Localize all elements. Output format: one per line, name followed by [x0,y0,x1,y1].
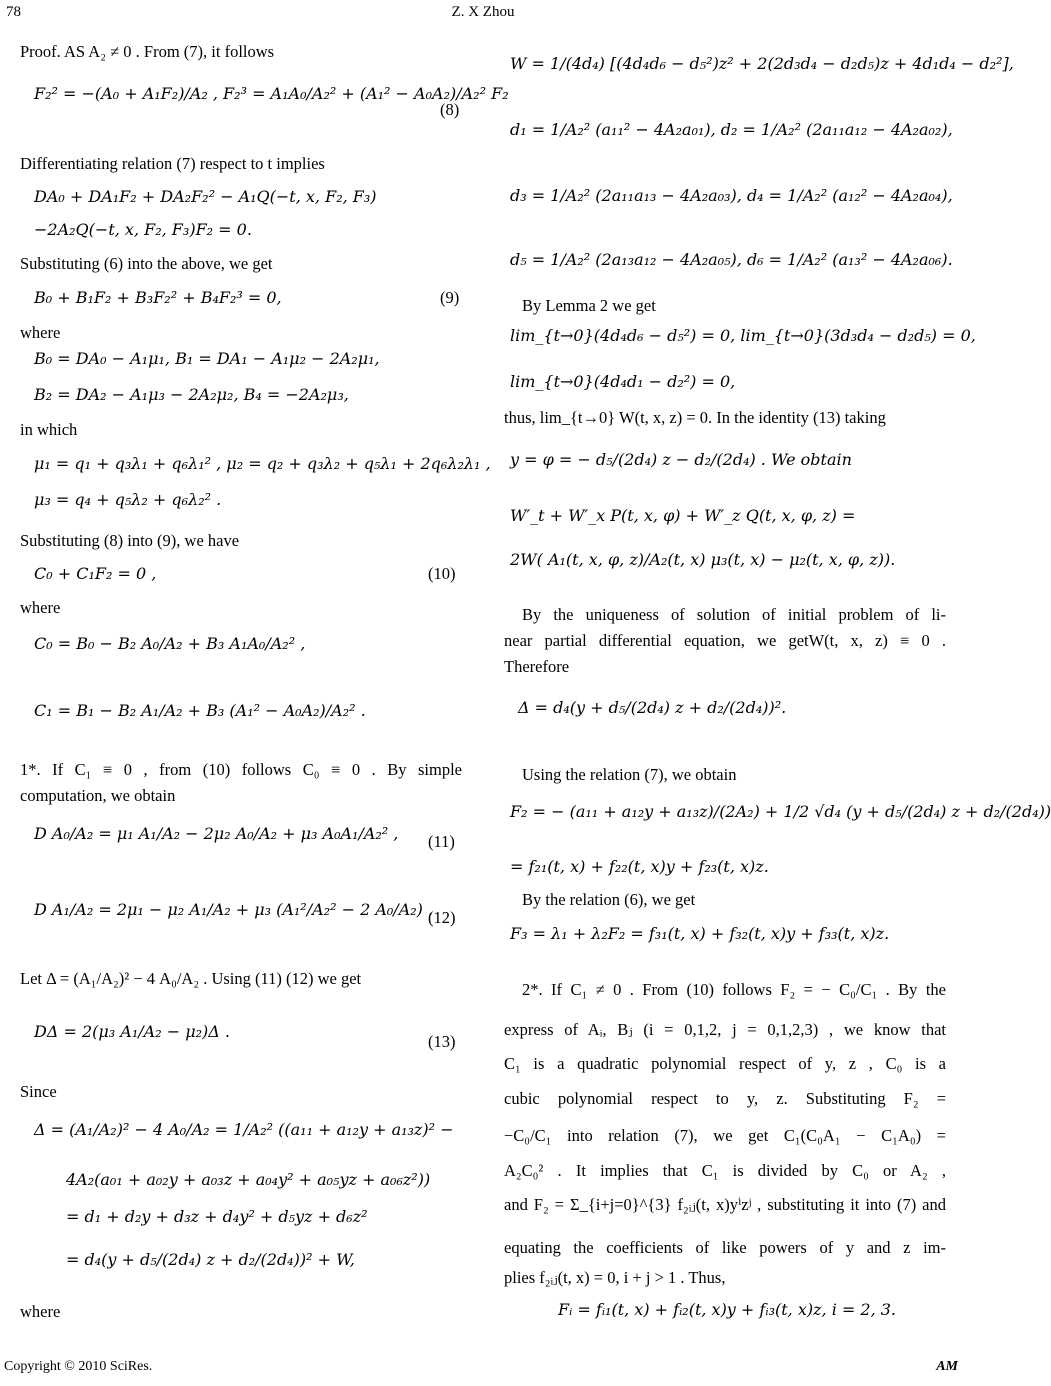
equation-line: B₂ = DA₂ − A₁μ₃ − 2A₂μ₂, B₄ = −2A₂μ₃, [34,385,349,404]
text-line: Proof. AS A₂ ≠ 0 . From (7), it follows [20,42,275,61]
text-line: cubic polynomial respect to y, z. Substituting F₂ = [504,1089,946,1108]
equation-number: (10) [428,564,456,583]
running-author: Z. X Zhou [451,4,515,20]
text-line: Since [20,1082,57,1101]
equation-line: −2A₂Q(−t, x, F₂, F₃)F₂ = 0. [34,220,252,239]
equation-line: DA₀ + DA₁F₂ + DA₂F₂² − A₁Q(−t, x, F₂, F₃) [34,187,377,206]
equation-line: Fᵢ = fᵢ₁(t, x) + fᵢ₂(t, x)y + fᵢ₃(t, x)z, i = 2, 3. [558,1300,896,1319]
text-line: and F₂ = Σ_{i+j=0}^{3} f₂ᵢⱼ(t, x)yⁱzʲ , substituting it into (7) and [504,1195,946,1214]
equation-line: C₀ = B₀ − B₂ A₀/A₂ + B₃ A₁A₀/A₂² , [34,634,306,653]
text-line: where [20,1302,61,1321]
text-line: near partial differential equation, we getW(t, x, z) ≡ 0 . [504,631,946,650]
text-line: in which [20,420,78,439]
page-number: 78 [6,4,21,20]
equation-line: F₂ = − (a₁₁ + a₁₂y + a₁₃z)/(2A₂) + 1/2 √d₄ (y + d₅/(2d₄) z + d₂/(2d₄)) [510,802,1051,821]
equation-line: DΔ = 2(μ₃ A₁/A₂ − μ₂)Δ . [34,1022,230,1041]
equation-line: = d₄(y + d₅/(2d₄) z + d₂/(2d₄))² + W, [66,1250,355,1269]
text-line: Substituting (6) into the above, we get [20,254,273,273]
equation-line: Δ = (A₁/A₂)² − 4 A₀/A₂ = 1/A₂² ((a₁₁ + a₁₂y + a₁₃z)² − [34,1120,454,1139]
text-line: thus, lim_{t→0} W(t, x, z) = 0. In the identity (13) taking [504,408,886,427]
equation-line: lim_{t→0}(4d₄d₆ − d₅²) = 0, lim_{t→0}(3d₃d₄ − d₂d₅) = 0, [510,326,976,345]
text-line: computation, we obtain [20,786,176,805]
equation-line: W′_t + W′_x P(t, x, φ) + W′_z Q(t, x, φ, z) = [510,506,856,525]
equation-line: F₂² = −(A₀ + A₁F₂)/A₂ , F₂³ = A₁A₀/A₂² + (A₁² − A₀A₂)/A₂² F₂ [34,84,509,103]
equation-line: C₀ + C₁F₂ = 0 , [34,564,157,583]
equation-number: (13) [428,1032,456,1051]
text-line: Therefore [504,657,570,676]
equation-line: 2W( A₁(t, x, φ, z)/A₂(t, x) μ₃(t, x) − μ₂(t, x, φ, z)). [510,550,896,569]
equation-line: C₁ = B₁ − B₂ A₁/A₂ + B₃ (A₁² − A₀A₂)/A₂² . [34,701,366,720]
equation-line: lim_{t→0}(4d₄d₁ − d₂²) = 0, [510,372,736,391]
text-line: Using the relation (7), we obtain [522,765,737,784]
equation-line: d₅ = 1/A₂² (2a₁₃a₁₂ − 4A₂a₀₅), d₆ = 1/A₂² (a₁₃² − 4A₂a₀₆). [510,250,953,269]
text-line: 1*. If C₁ ≡ 0 , from (10) follows C₀ ≡ 0 . By simple [20,760,462,779]
equation-line: d₃ = 1/A₂² (2a₁₁a₁₃ − 4A₂a₀₃), d₄ = 1/A₂² (a₁₂² − 4A₂a₀₄), [510,186,953,205]
text-line: By Lemma 2 we get [522,296,656,315]
text-line: Substituting (8) into (9), we have [20,531,240,550]
equation-line: d₁ = 1/A₂² (a₁₁² − 4A₂a₀₁), d₂ = 1/A₂² (2a₁₁a₁₂ − 4A₂a₀₂), [510,120,953,139]
text-line: −C₀/C₁ into relation (7), we get C₁(C₀A₁ − C₁A₀) = [504,1126,946,1145]
equation-number: (9) [440,288,460,307]
text-line: By the uniqueness of solution of initial problem of li- [522,605,946,624]
text-line: plies f₂ᵢⱼ(t, x) = 0, i + j > 1 . Thus, [504,1268,726,1287]
equation-line: y = φ = − d₅/(2d₄) z − d₂/(2d₄) . We obtain [510,450,852,469]
text-line: express of Aᵢ, Bⱼ (i = 0,1,2, j = 0,1,2,3) , we know that [504,1020,946,1039]
text-line: Let Δ = (A₁/A₂)² − 4 A₀/A₂ . Using (11) (12) we get [20,969,362,988]
journal-abbrev: AM [936,1359,958,1374]
equation-number: (8) [440,100,460,119]
text-line: Differentiating relation (7) respect to t implies [20,154,325,173]
equation-line: 4A₂(a₀₁ + a₀₂y + a₀₃z + a₀₄y² + a₀₅yz + a₀₆z²)) [66,1170,431,1189]
text-line: A₂C₀² . It implies that C₁ is divided by C₀ or A₂ , [504,1161,946,1180]
text-line: where [20,598,61,617]
equation-line: D A₁/A₂ = 2μ₁ − μ₂ A₁/A₂ + μ₃ (A₁²/A₂² − 2 A₀/A₂) . [34,900,434,919]
equation-number: (12) [428,908,456,927]
equation-line: B₀ + B₁F₂ + B₃F₂² + B₄F₂³ = 0, [34,288,282,307]
equation-line: μ₃ = q₄ + q₅λ₂ + q₆λ₂² . [34,490,222,509]
text-line: 2*. If C₁ ≠ 0 . From (10) follows F₂ = − C₀/C₁ . By the [522,980,946,999]
equation-line: Δ = d₄(y + d₅/(2d₄) z + d₂/(2d₄))². [518,698,787,717]
page-footer [0,1359,966,1381]
text-line: equating the coefficients of like powers of y and z im- [504,1238,946,1257]
copyright-notice: Copyright © 2010 SciRes. [4,1359,153,1374]
equation-line: = d₁ + d₂y + d₃z + d₄y² + d₅yz + d₆z² [66,1207,368,1226]
equation-line: μ₁ = q₁ + q₃λ₁ + q₆λ₁² , μ₂ = q₂ + q₃λ₂ + q₅λ₁ + 2q₆λ₂λ₁ , [34,454,491,473]
text-line: By the relation (6), we get [522,890,696,909]
page-header [0,4,966,26]
equation-line: = f₂₁(t, x) + f₂₂(t, x)y + f₂₃(t, x)z. [510,857,769,876]
equation-number: (11) [428,832,455,851]
text-line: C₁ is a quadratic polynomial respect of y, z , C₀ is a [504,1054,946,1073]
equation-line: B₀ = DA₀ − A₁μ₁, B₁ = DA₁ − A₁μ₂ − 2A₂μ₁, [34,349,380,368]
equation-line: F₃ = λ₁ + λ₂F₂ = f₃₁(t, x) + f₃₂(t, x)y + f₃₃(t, x)z. [510,924,890,943]
text-line: where [20,323,61,342]
equation-line: W = 1/(4d₄) [(4d₄d₆ − d₅²)z² + 2(2d₃d₄ − d₂d₅)z + 4d₁d₄ − d₂²], [510,54,1014,73]
equation-line: D A₀/A₂ = μ₁ A₁/A₂ − 2μ₂ A₀/A₂ + μ₃ A₀A₁/A₂² , [34,824,399,843]
